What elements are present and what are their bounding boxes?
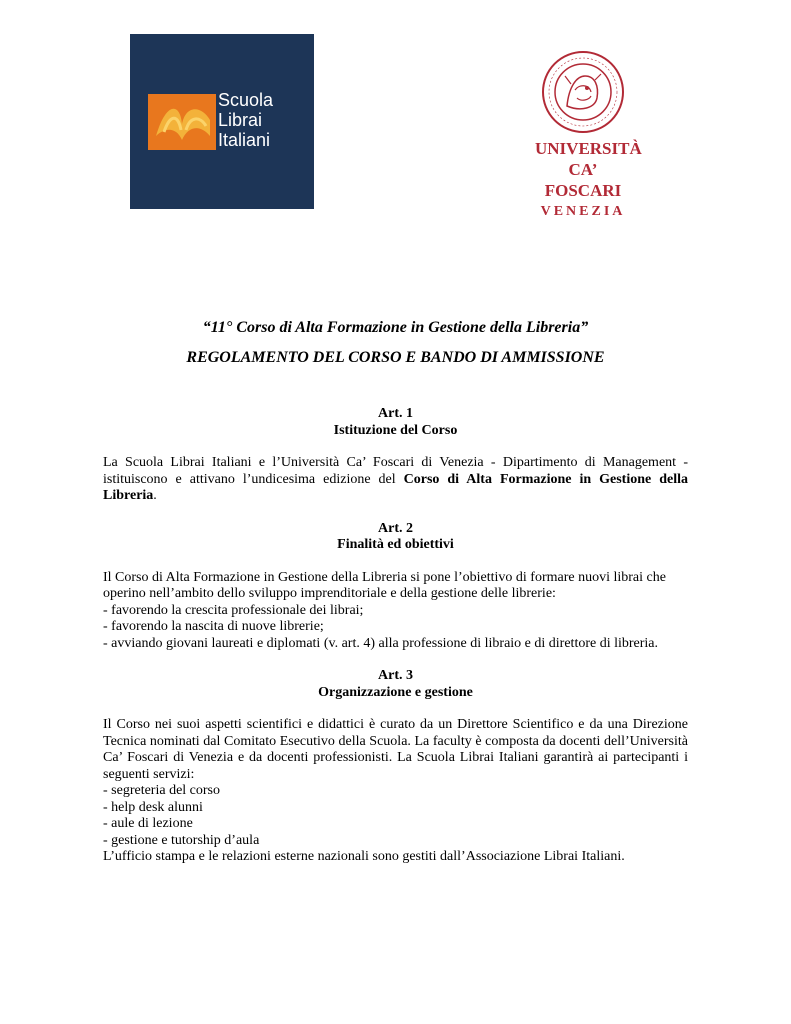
- list-item: - aule di lezione: [103, 816, 193, 831]
- art1-paragraph: [103, 455, 688, 505]
- ca-foscari-logo: [535, 50, 642, 219]
- list-item: - favorendo la crescita professionale dei librai;: [103, 602, 364, 618]
- art3-paragraph: [103, 717, 688, 866]
- art3-intro: Il Corso nei suoi aspetti scientifici e didattici è curato da un Direttore Scientifico e da una Direzione Tecnica nominati dal Comitato Esecutivo della Scuola. La faculty è composta da docenti dell’Università Ca’ Foscari di Venezia e da docenti professionisti. La Scuola Librai Italiani garantirà ai partecipanti i seguenti servizi:: [103, 717, 688, 782]
- list-item: - segreteria del corso: [103, 783, 220, 798]
- logo-line-librai: Librai: [218, 110, 263, 130]
- art2-heading: Finalità ed obiettivi: [337, 537, 454, 552]
- art2-paragraph: [103, 570, 688, 653]
- list-item: - avviando giovani laureati e diplomati (v. art. 4) alla professione di libraio e di direttore di libreria.: [103, 635, 659, 651]
- logo-venezia: VENEZIA: [540, 204, 626, 219]
- art1-number: Art. 1: [378, 406, 413, 421]
- art3-header: [103, 668, 688, 701]
- art2-intro: Il Corso di Alta Formazione in Gestione della Libreria si pone l’obiettivo di formare nuovi librai che operino nell’ambito dello sviluppo imprenditoriale e della gestione delle librerie:: [103, 569, 666, 601]
- book-icon: [146, 84, 218, 156]
- art1-heading: Istituzione del Corso: [333, 422, 458, 438]
- art3-number: Art. 3: [378, 668, 413, 683]
- art2-header: [103, 521, 688, 554]
- list-item: - help desk alunni: [103, 799, 203, 815]
- art1-header: [103, 406, 688, 439]
- art1-course-name: Corso di Alta Formazione in Gestione della Libreria: [103, 471, 688, 503]
- art1-text: La Scuola Librai Italiani e l’Università Ca’ Foscari di Venezia - Dipartimento di Management - istituiscono e attivano l’undicesima edizione del: [103, 455, 688, 487]
- list-item: - favorendo la nascita di nuove librerie;: [103, 619, 324, 634]
- logo-universita: UNIVERSITÀ: [535, 139, 642, 158]
- document-subtitle: REGOLAMENTO DEL CORSO E BANDO DI AMMISSIONE: [186, 349, 605, 366]
- art3-heading: Organizzazione e gestione: [318, 684, 473, 700]
- list-item: - gestione e tutorship d’aula: [103, 832, 260, 848]
- art3-closing: L’ufficio stampa e le relazioni esterne nazionali sono gestiti dall’Associazione Librai Italiani.: [103, 849, 625, 864]
- document-title: “11° Corso di Alta Formazione in Gestione della Libreria”: [202, 319, 589, 336]
- document-body: [103, 406, 688, 866]
- university-seal-icon: [541, 50, 625, 134]
- scuola-librai-italiani-wordmark: [218, 90, 273, 150]
- art1-period: .: [153, 488, 157, 503]
- art2-number: Art. 2: [378, 520, 413, 536]
- scuola-librai-italiani-logo: [130, 34, 314, 209]
- logo-ca-foscari: CA’ FOSCARI: [544, 160, 622, 200]
- logo-line-scuola: Scuola: [218, 90, 274, 110]
- logo-line-italiani: Italiani: [218, 130, 271, 150]
